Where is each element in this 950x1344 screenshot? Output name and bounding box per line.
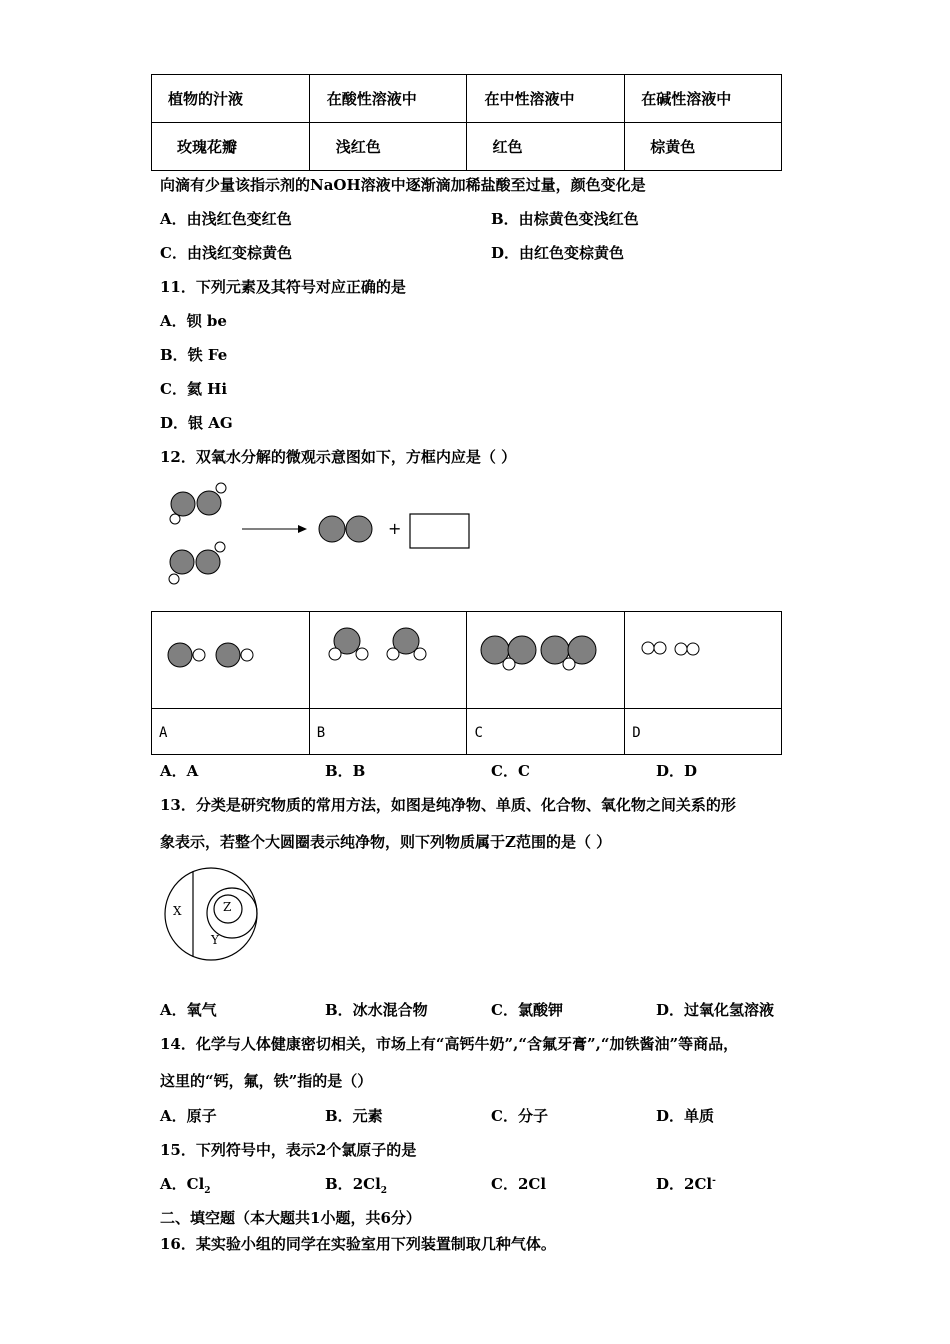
q12-option-c: C．C bbox=[491, 762, 530, 780]
plus-sign: + bbox=[388, 519, 402, 538]
superscript: - bbox=[712, 1176, 716, 1186]
q10-stem: 向滴有少量该指示剂的NaOH溶液中逐渐滴加稀盐酸至过量，颜色变化是 bbox=[160, 176, 646, 194]
q15-stem: 15．下列符号中，表示2个氯原子的是 bbox=[160, 1141, 417, 1159]
q10-option-b: B．由棕黄色变浅红色 bbox=[491, 210, 639, 228]
section-title: 二、填空题（本大题共1小题，共6分） bbox=[160, 1209, 421, 1227]
q15-option-b bbox=[325, 1173, 387, 1196]
subscript: 2 bbox=[380, 1186, 388, 1196]
q15-option-d bbox=[656, 1173, 716, 1194]
venn-label-x: X bbox=[173, 904, 182, 918]
cell-light-red: 浅红色 bbox=[335, 138, 381, 156]
header-neutral: 在中性溶液中 bbox=[484, 90, 575, 108]
venn-label-z: Z bbox=[223, 900, 232, 914]
option-label: B． bbox=[325, 1175, 353, 1193]
q14-stem-line2: 这里的“钙，氟，铁”指的是（） bbox=[160, 1072, 373, 1090]
formula: Cl bbox=[186, 1175, 205, 1193]
q15-option-a bbox=[160, 1173, 211, 1196]
option-b-label: B bbox=[316, 724, 326, 741]
q14-option-b: B．元素 bbox=[325, 1107, 383, 1125]
q12-stem: 12．双氧水分解的微观示意图如下，方框内应是（ ） bbox=[160, 448, 517, 466]
cell-red: 红色 bbox=[492, 138, 523, 156]
q12-option-b: B．B bbox=[325, 762, 366, 780]
cell-brown-yellow: 棕黄色 bbox=[650, 138, 696, 156]
q11-option-b: B．铁 Fe bbox=[160, 346, 228, 364]
header-base: 在碱性溶液中 bbox=[641, 90, 732, 108]
q13-option-d: D．过氧化氢溶液 bbox=[656, 1001, 775, 1019]
q12-option-d: D．D bbox=[656, 762, 698, 780]
option-label: C． bbox=[491, 1175, 518, 1193]
header-plant-juice: 植物的汁液 bbox=[168, 90, 244, 108]
venn-label-y: Y bbox=[211, 933, 219, 947]
option-label: D． bbox=[656, 1175, 685, 1193]
q14-option-a: A．原子 bbox=[160, 1107, 217, 1125]
q12-option-a: A．A bbox=[160, 762, 199, 780]
q13-stem-line2: 象表示，若整个大圆圈表示纯净物，则下列物质属于Z范围的是（ ） bbox=[160, 833, 612, 851]
formula: 2Cl bbox=[684, 1175, 713, 1193]
option-d-label: D bbox=[632, 724, 641, 741]
option-c-label: C bbox=[474, 724, 483, 741]
q13-option-b: B．冰水混合物 bbox=[325, 1001, 428, 1019]
formula: 2Cl bbox=[352, 1175, 381, 1193]
q14-option-c: C．分子 bbox=[491, 1107, 548, 1125]
cell-rose: 玫瑰花瓣 bbox=[177, 138, 238, 156]
q13-stem-line1: 13．分类是研究物质的常用方法，如图是纯净物、单质、化合物、氧化物之间关系的形 bbox=[160, 796, 736, 814]
header-acid: 在酸性溶液中 bbox=[326, 90, 417, 108]
q11-option-a: A．钡 be bbox=[160, 312, 227, 330]
q10-option-c: C．由浅红变棕黄色 bbox=[160, 244, 292, 262]
q10-option-d: D．由红色变棕黄色 bbox=[491, 244, 625, 262]
q13-option-c: C．氯酸钾 bbox=[491, 1001, 563, 1019]
q14-stem-line1: 14．化学与人体健康密切相关，市场上有“高钙牛奶”,“含氟牙膏”,“加铁酱油”等商品， bbox=[160, 1035, 739, 1053]
q13-option-a: A．氧气 bbox=[160, 1001, 217, 1019]
subscript: 2 bbox=[204, 1186, 211, 1196]
q11-option-d: D．银 AG bbox=[160, 414, 233, 432]
q16-stem: 16．某实验小组的同学在实验室用下列装置制取几种气体。 bbox=[160, 1235, 556, 1253]
option-a-label: A bbox=[159, 724, 168, 741]
q11-stem: 11．下列元素及其符号对应正确的是 bbox=[160, 278, 406, 296]
q11-option-c: C．氦 Hi bbox=[160, 380, 228, 398]
q10-option-a: A．由浅红色变红色 bbox=[160, 210, 292, 228]
q14-option-d: D．单质 bbox=[656, 1107, 715, 1125]
formula: 2Cl bbox=[517, 1175, 547, 1193]
option-label: A． bbox=[160, 1175, 187, 1193]
q15-option-c bbox=[491, 1173, 546, 1194]
